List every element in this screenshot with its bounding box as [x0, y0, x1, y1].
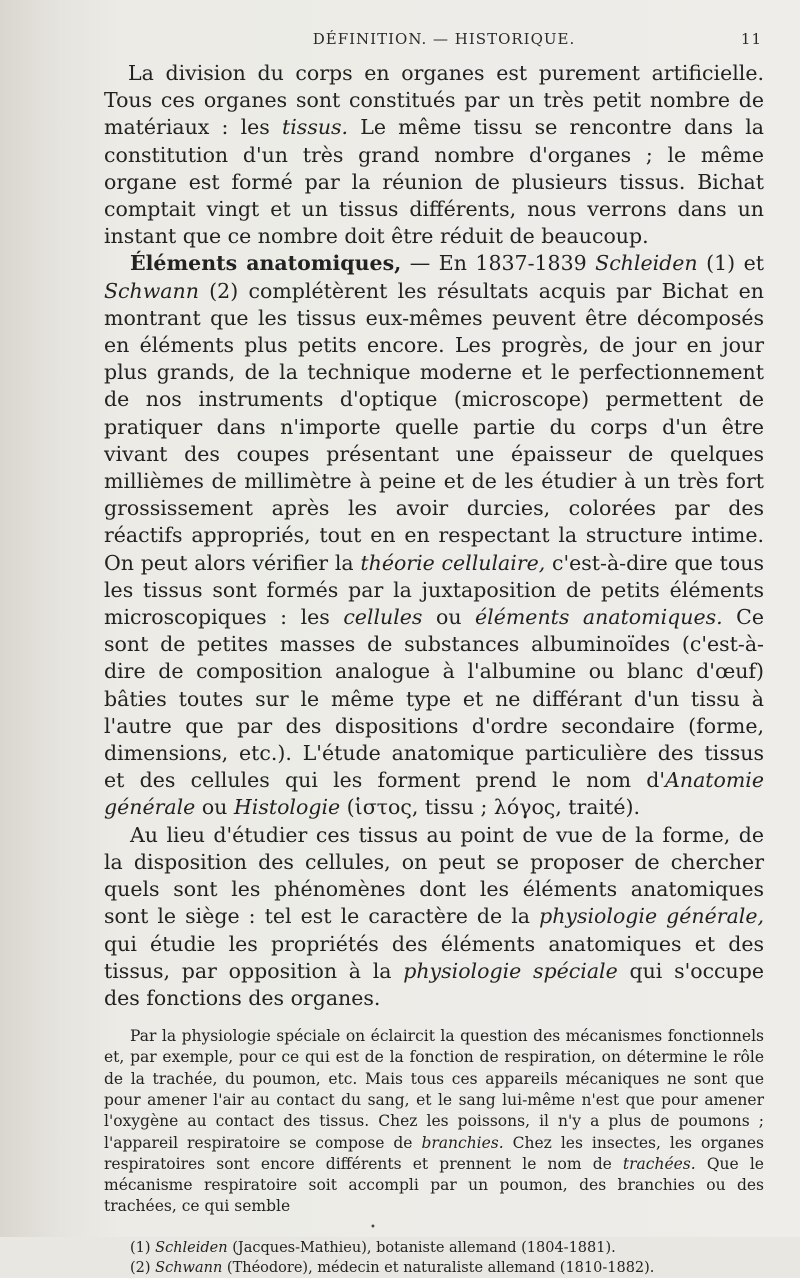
running-header: [104, 30, 764, 60]
main-text: [104, 60, 764, 1012]
paragraph-respiration-example: Par la physiologie spéciale on éclaircit la question des mécanismes fonctionnels et, par exemple, pour ce qui est de la fonction de respiration, on détermine le rôle de la trachée, du poumon, etc. Mais tous ces appareils mécaniques ne sont que pour amener l'air au contact du sang, et le sang lui-même n'est que pour amener l'oxygène au contact des tissus. Chez les poissons, il n'y a plus de poumons ; l'appareil respiratoire se compose de branchies. Chez les insectes, les organes respiratoires sont encore différents et prennent le nom de trachées. Que le mécanisme respiratoire soit accompli par un poumon, des branchies ou des trachées, ce qui semble: [104, 1027, 764, 1216]
footnotes: [104, 1238, 764, 1278]
paragraph-tissues: La division du corps en organes est purement artificielle. Tous ces organes sont constitués par un très petit nombre de matériaux : les tissus. Le même tissu se rencontre dans la constitution d'un très grand nombre d'organes ; le même organe est formé par la réunion de plusieurs tissus. Bichat comptait vingt et un tissus différents, nous verrons dans un instant que ce nombre doit être réduit de beaucoup.: [104, 61, 764, 249]
term-trachees: trachées.: [622, 1154, 696, 1173]
name-schwann: Schwann: [104, 278, 199, 303]
term-tissus: tissus.: [282, 115, 349, 140]
name-schleiden: Schleiden: [595, 251, 698, 276]
print-mark: •: [370, 1222, 376, 1233]
term-physiologie-generale: physiologie générale,: [539, 904, 764, 929]
footnote-1: (1) Schleiden (Jacques-Mathieu), botaniste allemand (1804-1881).: [130, 1239, 616, 1256]
small-print-note: [104, 1026, 764, 1218]
term-theorie-cellulaire: théorie cellulaire,: [360, 550, 546, 575]
running-title: DÉFINITION. — HISTORIQUE.: [312, 30, 576, 48]
term-anatomie-generale: Anatomie générale: [104, 768, 764, 820]
paragraph-anatomical-elements: Éléments anatomiques, — En 1837-1839 Schleiden (1) et Schwann (2) complétèrent les résultats acquis par Bichat en montrant que les tissus eux-mêmes peuvent être décomposés en éléments plus petits encore. Les progrès, de jour en jour plus grands, de la technique moderne et le perfectionnement de nos instruments d'optique (microscope) permettent de pratiquer dans n'importe quelle partie du corps d'un être vivant des coupes présentant une épaisseur de quelques millièmes de millimètre à peine et de les étudier à un très fort grossissement après les avoir durcies, colorées par des réactifs appropriés, tout en en respectant la structure intime. On peut alors vérifier la théorie cellulaire, c'est-à-dire que tous les tissus sont formés par la juxtaposition de petits éléments microscopiques : les cellules ou éléments anatomiques. Ce sont de petites masses de substances albuminoïdes (c'est-à-dire de composition analogue à l'albumine ou blanc d'œuf) bâties toutes sur le même type et ne différant d'un tissu à l'autre que par des dispositions d'ordre secondaire (forme, dimensions, etc.). L'étude anatomique particulière des tissus et des cellules qui les forment prend le nom d'Anatomie générale ou Histologie (ἱστος, tissu ; λόγος, traité).: [104, 251, 764, 820]
term-branchies: branchies.: [421, 1133, 504, 1152]
term-elements-anatomiques: éléments anatomiques.: [475, 605, 723, 630]
section-heading-elements: Éléments anatomiques,: [130, 251, 402, 276]
paragraph-physiology: Au lieu d'étudier ces tissus au point de vue de la forme, de la disposition des cellules, on peut se proposer de chercher quels sont les phénomènes dont les éléments anatomiques sont le siège : tel est le caractère de la physiologie générale, qui étudie les propriétés des éléments anatomiques et des tissus, par opposition à la physiologie spéciale qui s'occupe des fonctions des organes.: [104, 822, 764, 1010]
term-cellules: cellules: [343, 605, 423, 630]
footnote-2: (2) Schwann (Théodore), médecin et naturaliste allemand (1810-1882).: [130, 1259, 655, 1276]
page-number: 11: [740, 30, 762, 48]
term-physiologie-speciale: physiologie spéciale: [403, 958, 618, 983]
term-histologie: Histologie: [233, 795, 341, 820]
